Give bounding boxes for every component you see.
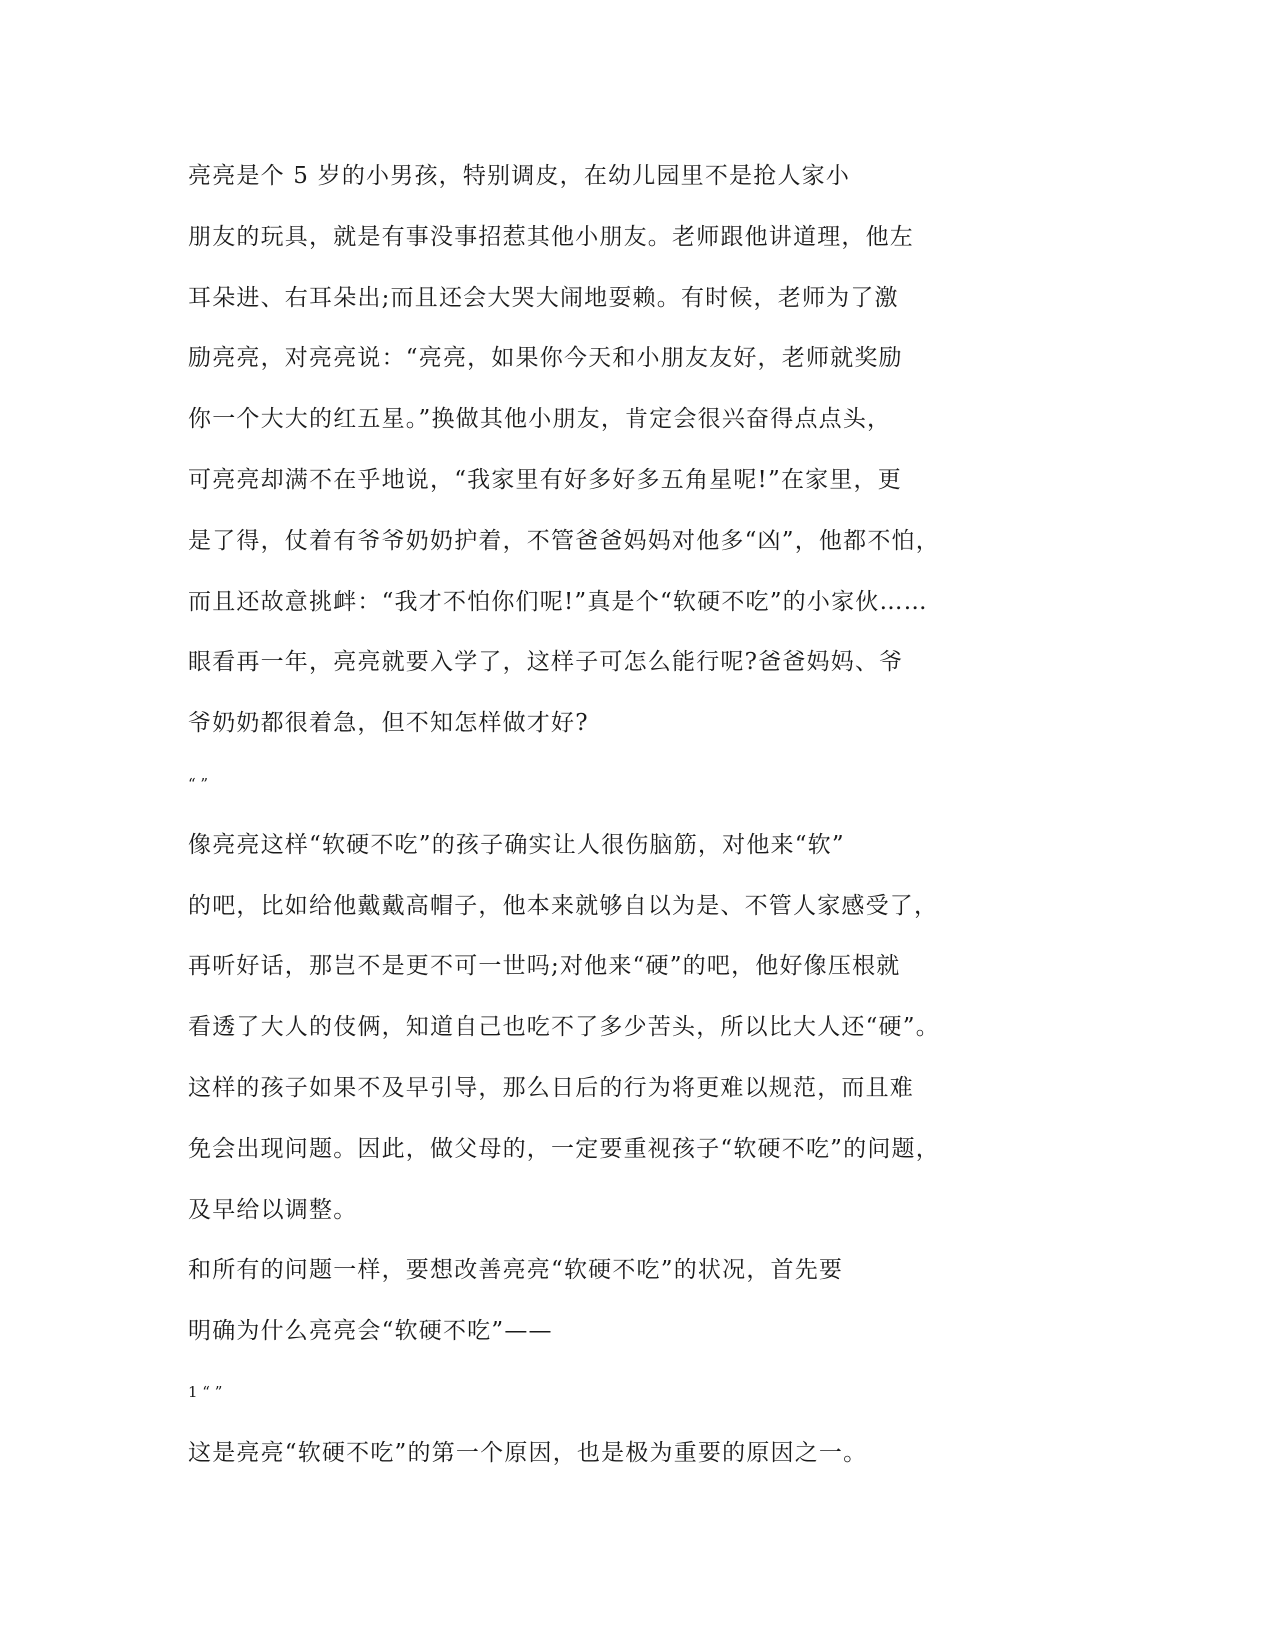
paragraph-line: 可亮亮却满不在乎地说，“我家里有好多好多五角星呢!”在家里，更 (188, 466, 902, 493)
paragraph-line: 和所有的问题一样，要想改善亮亮“软硬不吃”的状况，首先要 (188, 1257, 844, 1284)
paragraph-line: 这样的孩子如果不及早引导，那么日后的行为将更难以规范，而且难 (188, 1074, 914, 1101)
paragraph-line: 你一个大大的红五星。”换做其他小朋友，肯定会很兴奋得点点头， (188, 406, 892, 433)
section-heading-marks: “ ” (188, 774, 209, 793)
numbered-heading-marks: 1 “ ” (188, 1382, 223, 1401)
paragraph-line: 而且还故意挑衅：“我才不怕你们呢!”真是个“软硬不吃”的小家伙…… (188, 588, 928, 615)
paragraph-line: 像亮亮这样“软硬不吃”的孩子确实让人很伤脑筋，对他来“软” (188, 831, 845, 858)
paragraph-line: 再听好话，那岂不是更不可一世吗;对他来“硬”的吧，他好像压根就 (188, 953, 901, 980)
paragraph-line: 朋友的玩具，就是有事没事招惹其他小朋友。老师跟他讲道理，他左 (188, 223, 914, 250)
paragraph-line: 耳朵进、右耳朵出;而且还会大哭大闹地耍赖。有时候，老师为了激 (188, 284, 899, 311)
paragraph-line: 免会出现问题。因此，做父母的，一定要重视孩子“软硬不吃”的问题， (188, 1135, 940, 1162)
paragraph-line: 是了得，仗着有爷爷奶奶护着，不管爸爸妈妈对他多“凶”，他都不怕， (188, 527, 940, 554)
paragraph-line: 这是亮亮“软硬不吃”的第一个原因，也是极为重要的原因之一。 (188, 1439, 868, 1466)
paragraph-line: 及早给以调整。 (188, 1196, 358, 1223)
paragraph-line: 看透了大人的伎俩，知道自己也吃不了多少苦头，所以比大人还“硬”。 (188, 1014, 940, 1041)
paragraph-line: 明确为什么亮亮会“软硬不吃”—— (188, 1318, 553, 1345)
document-body (188, 146, 988, 1484)
paragraph-line: 励亮亮，对亮亮说：“亮亮，如果你今天和小朋友友好，老师就奖励 (188, 345, 903, 372)
paragraph-line: 爷奶奶都很着急，但不知怎样做才好? (188, 710, 589, 737)
paragraph-line: 的吧，比如给他戴戴高帽子，他本来就够自以为是、不管人家感受了， (188, 892, 939, 919)
paragraph-line: 亮亮是个 5 岁的小男孩，特别调皮，在幼儿园里不是抢人家小 (188, 163, 851, 189)
paragraph-line: 眼看再一年，亮亮就要入学了，这样子可怎么能行呢?爸爸妈妈、爷 (188, 649, 904, 676)
